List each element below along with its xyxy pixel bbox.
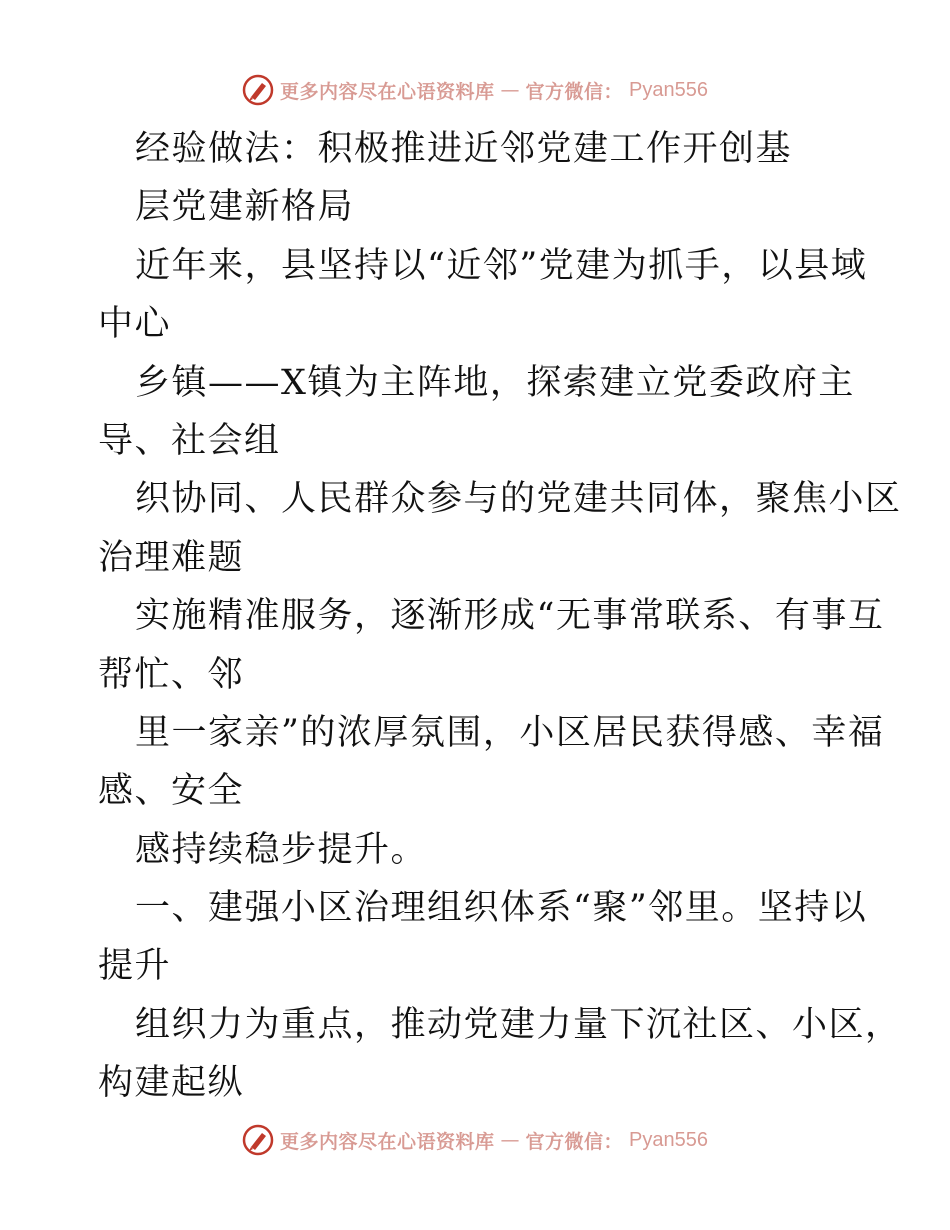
text-line: 感持续稳步提升。 [135, 829, 428, 870]
text-line: 里一家亲”的浓厚氛围，小区居民获得感、幸福 [135, 712, 885, 753]
text-line: 提升 [98, 946, 172, 987]
text-line: 一、建强小区治理组织体系“聚”邻里。坚持以 [135, 888, 868, 929]
watermark-official-label: 官方微信： [525, 1130, 624, 1153]
text-line: 构建起纵 [98, 1063, 245, 1104]
text-line: 感、安全 [98, 771, 245, 812]
text-line: 实施精准服务，逐渐形成“无事常联系、有事互 [135, 596, 885, 637]
text-line: 组织力为重点，推动党建力量下沉社区、小区， [135, 1004, 902, 1045]
watermark-text: 更多内容尽在心语资料库 [280, 80, 495, 103]
pen-logo-icon [242, 74, 274, 106]
watermark-account: Pyan556 [629, 78, 708, 101]
text-line: 治理难题 [98, 537, 245, 578]
text-line: 层党建新格局 [135, 187, 355, 228]
text-line: 经验做法：积极推进近邻党建工作开创基 [135, 129, 793, 169]
document-body [98, 120, 902, 1113]
watermark-text: 更多内容尽在心语资料库 [280, 1130, 495, 1153]
watermark-account: Pyan556 [629, 1128, 708, 1151]
text-line: 导、社会组 [98, 420, 281, 461]
text-line: 帮忙、邻 [98, 654, 245, 695]
pen-logo-icon [242, 1124, 274, 1156]
text-line: 织协同、人民群众参与的党建共同体，聚焦小区 [135, 479, 902, 520]
text-line: 近年来，县坚持以“近邻”党建为抓手，以县域 [135, 245, 868, 286]
watermark-official-label: 官方微信： [525, 80, 624, 103]
header-watermark [0, 70, 950, 110]
footer-watermark [0, 1120, 950, 1160]
text-line: 中心 [98, 304, 172, 345]
watermark-separator: — [500, 79, 520, 101]
text-line: 乡镇——X镇为主阵地，探索建立党委政府主 [135, 362, 855, 403]
watermark-separator: — [500, 1129, 520, 1151]
